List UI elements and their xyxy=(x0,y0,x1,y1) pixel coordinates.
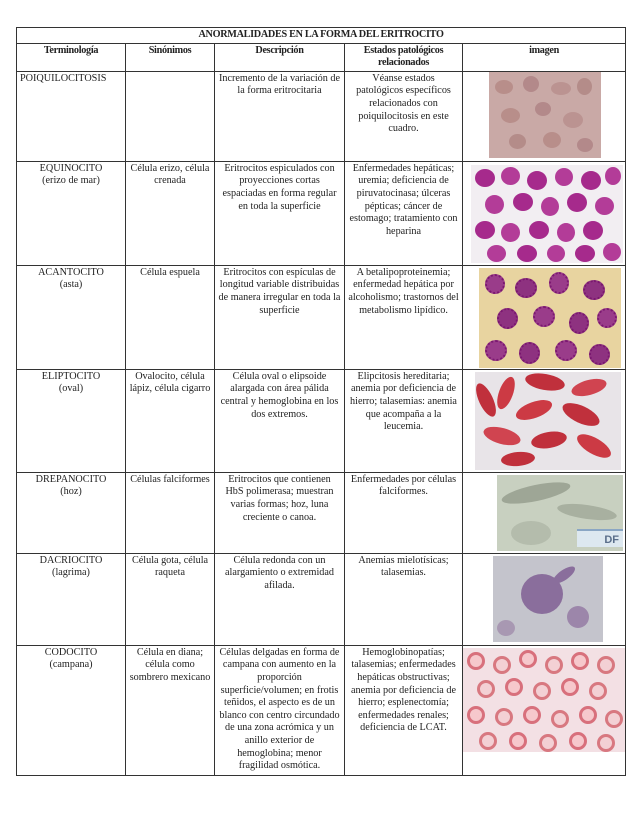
abnormalities-table xyxy=(16,27,626,776)
micrograph-poiquilocitosis xyxy=(489,72,601,158)
table-title: ANORMALIDADES EN LA FORMA DEL ERITROCITO xyxy=(17,28,626,44)
term-name: ELIPTOCITO xyxy=(41,370,101,382)
synonyms-cell: Célula erizo, célula crenada xyxy=(126,161,215,265)
table-row-eliptocito xyxy=(17,369,626,472)
states-cell: A betalipoproteinemia; enfermedad hepática por alcoholismo; trastornos del metabolismo lipídico. xyxy=(345,265,463,369)
synonyms-cell xyxy=(126,71,215,161)
micrograph-acantocito xyxy=(479,268,621,368)
micrograph-dacriocito xyxy=(493,556,603,642)
term-name: DREPANOCITO xyxy=(35,473,107,485)
image-cell xyxy=(463,645,626,775)
image-cell xyxy=(463,161,626,265)
term-name: CODOCITO xyxy=(44,646,98,658)
term-subtitle: (oval) xyxy=(58,383,84,395)
header-descripcion: Descripción xyxy=(215,43,345,71)
header-imagen: imagen xyxy=(463,43,626,71)
states-cell: Enfermedades hepáticas; uremia; deficiencia de piruvatocinasa; úlceras pépticas; cáncer de estomago; tratamiento con heparina xyxy=(345,161,463,265)
table-row-dacriocito xyxy=(17,553,626,645)
image-cell xyxy=(463,369,626,472)
synonyms-cell: Ovalocito, célula lápiz, célula cigarro xyxy=(126,369,215,472)
synonyms-cell: Células falciformes xyxy=(126,472,215,553)
description-cell: Incremento de la variación de la forma eritrocitaria xyxy=(215,71,345,161)
table-title-row xyxy=(17,28,626,44)
table-row-poiquilocitosis xyxy=(17,71,626,161)
term-cell xyxy=(17,645,126,775)
table-row-codocito xyxy=(17,645,626,775)
micrograph-drepanocito xyxy=(497,475,623,551)
synonyms-cell: Célula en diana; célula como sombrero mexicano xyxy=(126,645,215,775)
term-cell xyxy=(17,265,126,369)
term-subtitle: (campana) xyxy=(49,659,93,671)
micrograph-equinocito xyxy=(471,165,623,263)
term-name: EQUINOCITO xyxy=(39,162,103,174)
image-cell xyxy=(463,472,626,553)
term-cell xyxy=(17,472,126,553)
term-cell xyxy=(17,553,126,645)
table-header-row xyxy=(17,43,626,71)
table-row-acantocito xyxy=(17,265,626,369)
micrograph-codocito xyxy=(463,648,625,752)
image-cell xyxy=(463,265,626,369)
term-name: POIQUILOCITOSIS xyxy=(20,72,107,84)
term-name: DACRIOCITO xyxy=(39,554,103,566)
table-row-drepanocito xyxy=(17,472,626,553)
term-cell xyxy=(17,71,126,161)
states-cell: Véanse estados patológicos específicos relacionados con poiquilocitosis en este cuadro. xyxy=(345,71,463,161)
term-subtitle: (asta) xyxy=(59,279,83,291)
header-sinonimos: Sinónimos xyxy=(126,43,215,71)
states-cell: Hemoglobinopatías; talasemias; enfermedades hepáticas obstructivas; anemia por deficiencia de hierro; esplenectomía; enfermedades renales; deficiencia de LCAT. xyxy=(345,645,463,775)
states-cell: Enfermedades por células falciformes. xyxy=(345,472,463,553)
term-subtitle: (lagrima) xyxy=(52,567,90,579)
header-estados: Estados patológicos relacionados xyxy=(345,43,463,71)
image-cell xyxy=(463,71,626,161)
header-terminologia: Terminología xyxy=(17,43,126,71)
term-cell xyxy=(17,161,126,265)
synonyms-cell: Célula espuela xyxy=(126,265,215,369)
description-cell: Célula oval o elipsoide alargada con área pálida central y hemoglobina en los dos extremos. xyxy=(215,369,345,472)
term-subtitle: (erizo de mar) xyxy=(42,175,100,187)
term-cell xyxy=(17,369,126,472)
description-cell: Célula redonda con un alargamiento o extremidad afilada. xyxy=(215,553,345,645)
term-name: ACANTOCITO xyxy=(38,266,104,278)
term-subtitle: (hoz) xyxy=(60,486,82,498)
synonyms-cell: Célula gota, célula raqueta xyxy=(126,553,215,645)
description-cell: Eritrocitos que contienen HbS polimerasa; muestran varias formas; hoz, luna creciente o canoa. xyxy=(215,472,345,553)
states-cell: Elipcitosis hereditaria; anemia por deficiencia de hierro; talasemias: anemia que acompaña a la leucemia. xyxy=(345,369,463,472)
description-cell: Eritrocitos espiculados con proyecciones cortas espaciadas en forma regular en toda la superficie xyxy=(215,161,345,265)
description-cell: Células delgadas en forma de campana con aumento en la proporción superficie/volumen; en frotis teñidos, el aspecto es de un blanco con centro circundado de una zona acrómica y un anillo exterior de hemoglobina; menor fragilidad osmótica. xyxy=(215,645,345,775)
micrograph-label: DF xyxy=(577,529,623,547)
image-cell xyxy=(463,553,626,645)
table-row-equinocito xyxy=(17,161,626,265)
micrograph-eliptocito xyxy=(475,372,621,470)
description-cell: Eritrocitos con espículas de longitud variable distribuidas de manera irregular en toda la superficie xyxy=(215,265,345,369)
states-cell: Anemias mielotísicas; talasemias. xyxy=(345,553,463,645)
